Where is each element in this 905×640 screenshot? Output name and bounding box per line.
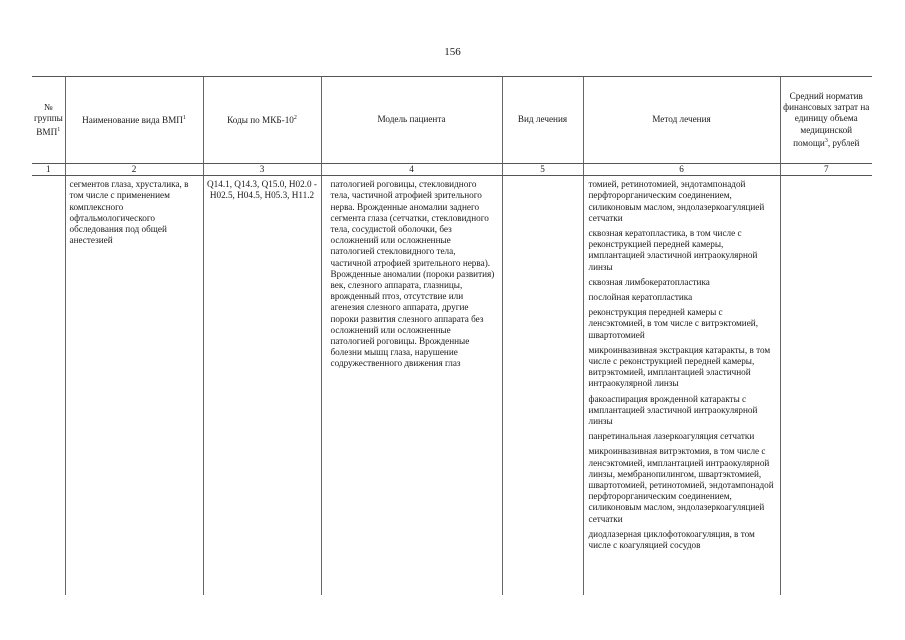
cell-treatment-type — [502, 176, 583, 596]
cell-treatment-methods — [583, 176, 780, 596]
cell-vmp-name: сегментов глаза, хрусталика, в том числе с применением комплексного офтальмологического обследования под общей анестезией — [65, 176, 203, 596]
method-item: диодлазерная циклофотокоагуляция, в том числе с коагуляцией сосудов — [588, 528, 755, 551]
method-item: панретинальная лазеркоагуляция сетчатки — [588, 431, 755, 442]
method-item: послойная кератопластика — [588, 292, 693, 303]
header-treatment-type: Вид лечения — [502, 77, 583, 164]
column-number: 5 — [502, 164, 583, 176]
cell-icd-codes: Q14.1, Q14.3, Q15.0, H02.0 - H02.5, H04.5, H05.3, H11.2 — [203, 176, 321, 596]
cell-patient-model: патологией роговицы, стекловидного тела, частичной атрофией зрительного нерва. Врожденные аномалии заднего сегмента глаза (сетчатки, стекловидного тела, сосудистой оболочки, без осложнений или осложненные патологией стекловидного тела, частичной атрофией зрительного нерва). Врожденные аномалии (пороки развития) век, слезного аппарата, глазницы, врожденный птоз, отсутствие или агенезия слезного аппарата, другие пороки развития слезного аппарата без осложнений или осложненные патологией роговицы. Врожденные болезни мышц глаза, нарушение содружественного движения глаз — [321, 176, 502, 596]
method-item: микроинвазивная экстракция катаракты, в том числе с реконструкцией передней камеры, витрэктомией, имплантацией эластичной интраокулярной линзы — [588, 344, 771, 389]
cell-group-number — [32, 176, 65, 596]
header-vmp-name: Наименование вида ВМП$^1$ — [65, 77, 203, 164]
column-number: 4 — [321, 164, 502, 176]
header-icd-codes: Коды по МКБ-$10^2$ — [203, 77, 321, 164]
method-item: микроинвазивная витрэктомия, в том числе с ленсэктомией, имплантацией интраокулярной линзы, мембранопилингом, швартэктомией, швартотомией, ретинотомией, эндотампонадой перфторорганическим соединением, силиконовым маслом, эндолазеркоагуляцией сетчатки — [588, 446, 774, 524]
table-row — [32, 176, 872, 596]
method-item: факоаспирация врожденной катаракты с имплантацией эластичной интраокулярной линзы — [588, 393, 758, 427]
method-item: сквозная кератопластика, в том числе с реконструкцией передней камеры, имплантацией эластичной интраокулярной линзы — [588, 228, 758, 272]
method-item: реконструкция передней камеры с ленсэктомией, в том числе с витрэктомией, швартотомией — [588, 307, 759, 340]
column-number: 7 — [780, 164, 872, 176]
vmp-table — [32, 76, 872, 595]
page-number: 156 — [444, 46, 461, 58]
column-number-row — [32, 164, 872, 176]
method-item: томией, ретинотомией, эндотампонадой перфторорганическим соединением, силиконовым маслом, эндолазеркоагуляцией сетчатки — [588, 179, 765, 223]
table-header-row — [32, 77, 872, 164]
column-number: 3 — [203, 164, 321, 176]
method-item: сквозная лимбокератопластика — [588, 276, 710, 287]
column-number: 6 — [583, 164, 780, 176]
header-average-cost: Средний норматив финансовых затрат на единицу объема медицинской помощи$^3$, рублей — [780, 77, 872, 164]
header-group-number: № группы ВМП$^1$ — [32, 77, 65, 164]
column-number: 2 — [65, 164, 203, 176]
cell-average-cost — [780, 176, 872, 596]
header-treatment-method: Метод лечения — [583, 77, 780, 164]
column-number: 1 — [32, 164, 65, 176]
header-patient-model: Модель пациента — [321, 77, 502, 164]
